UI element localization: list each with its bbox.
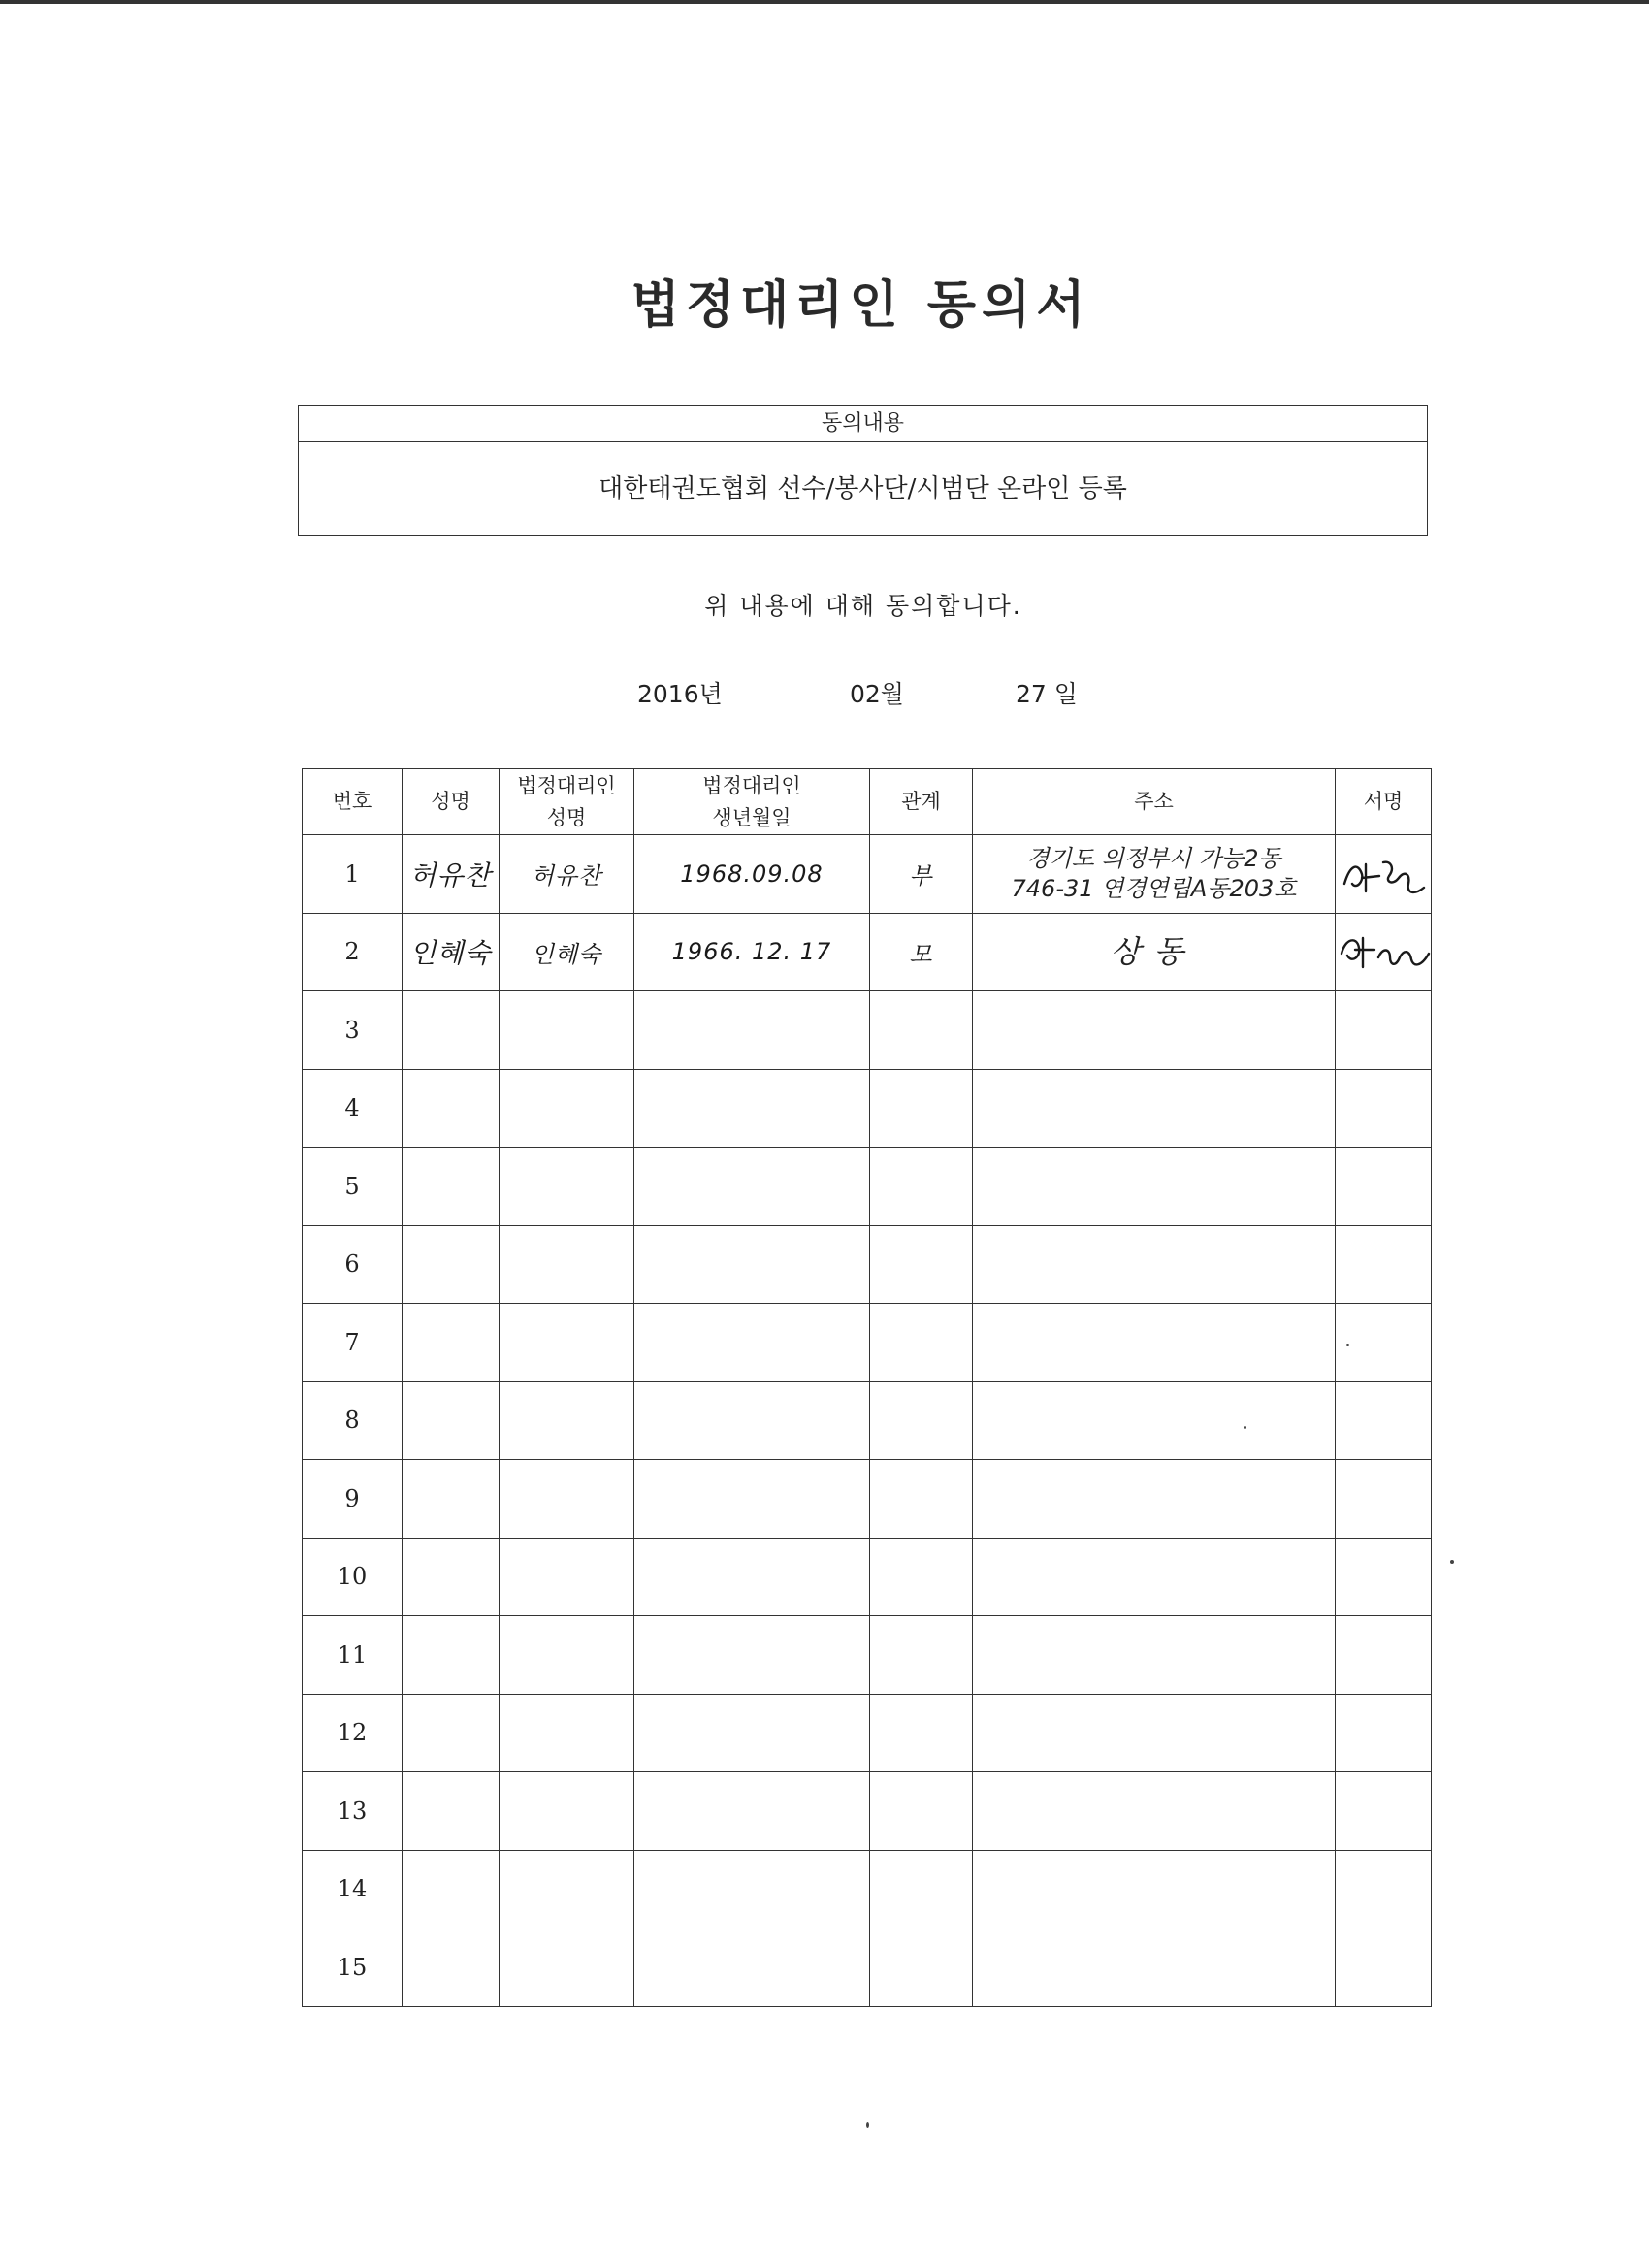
guardian-table xyxy=(302,768,1432,2007)
table-row xyxy=(303,913,1432,991)
header-guardian-birth xyxy=(634,769,870,835)
address-line2: 746-31 연경연립A동203호 xyxy=(1011,874,1297,902)
relation: 모 xyxy=(870,913,973,991)
header-guardian-name-line1: 법정대리인 xyxy=(517,773,616,797)
student-name: 인혜숙 xyxy=(403,913,500,991)
table-row xyxy=(303,1850,1432,1928)
header-guardian-birth-line1: 법정대리인 xyxy=(702,773,801,797)
table-row xyxy=(303,1381,1432,1460)
address xyxy=(973,913,1336,991)
row-number: 1 xyxy=(303,835,403,914)
row-number: 9 xyxy=(303,1460,403,1539)
signature-cell xyxy=(1336,913,1432,991)
row-number: 3 xyxy=(303,991,403,1070)
header-name: 성명 xyxy=(403,769,500,835)
table-row xyxy=(303,991,1432,1070)
row-number: 15 xyxy=(303,1928,403,2007)
row-number: 4 xyxy=(303,1069,403,1148)
agreement-statement: 위 내용에 대해 동의합니다. xyxy=(704,592,1022,620)
table-row xyxy=(303,1460,1432,1539)
row-number: 7 xyxy=(303,1304,403,1382)
scan-speck xyxy=(866,2122,869,2128)
guardian-name: 허유찬 xyxy=(500,835,634,914)
address-line1: 경기도 의정부시 가능2동 xyxy=(1026,844,1281,872)
header-signature: 서명 xyxy=(1336,769,1432,835)
guardian-birthdate: 1968.09.08 xyxy=(634,835,870,914)
header-relation: 관계 xyxy=(870,769,973,835)
header-address: 주소 xyxy=(973,769,1336,835)
table-row xyxy=(303,1694,1432,1772)
row-number: 12 xyxy=(303,1694,403,1772)
guardian-name: 인혜숙 xyxy=(500,913,634,991)
address xyxy=(973,835,1336,914)
row-number: 10 xyxy=(303,1538,403,1616)
signature-cell xyxy=(1336,835,1432,914)
date-year: 2016년 xyxy=(637,680,723,708)
date-month: 02월 xyxy=(850,680,904,708)
table-header-row xyxy=(303,769,1432,835)
scan-speck xyxy=(1450,1560,1454,1564)
consent-content-box xyxy=(298,405,1428,536)
table-row xyxy=(303,1304,1432,1382)
handwritten-signature-1 xyxy=(1337,845,1430,903)
table-row xyxy=(303,1148,1432,1226)
consent-header: 동의내용 xyxy=(299,406,1427,442)
row-number: 13 xyxy=(303,1772,403,1851)
row-number: 5 xyxy=(303,1148,403,1226)
handwritten-signature-2 xyxy=(1336,924,1432,979)
header-guardian-name-line2: 성명 xyxy=(546,805,587,829)
table-row xyxy=(303,1225,1432,1304)
table-row xyxy=(303,1538,1432,1616)
row-number: 6 xyxy=(303,1225,403,1304)
table-row xyxy=(303,1772,1432,1851)
header-guardian-name xyxy=(500,769,634,835)
student-name: 허유찬 xyxy=(403,835,500,914)
address-line1: 상동 xyxy=(1110,932,1198,970)
date-day: 27 일 xyxy=(1016,680,1078,708)
table-row xyxy=(303,1616,1432,1695)
scan-edge xyxy=(0,0,1649,4)
header-no: 번호 xyxy=(303,769,403,835)
scan-speck xyxy=(1244,1426,1246,1429)
document-title: 법정대리인 동의서 xyxy=(630,276,1091,335)
guardian-birthdate: 1966. 12. 17 xyxy=(634,913,870,991)
header-guardian-birth-line2: 생년월일 xyxy=(712,805,792,829)
row-number: 8 xyxy=(303,1381,403,1460)
table-row xyxy=(303,1928,1432,2007)
table-row xyxy=(303,1069,1432,1148)
consent-body: 대한태권도협회 선수/봉사단/시범단 온라인 등록 xyxy=(598,474,1127,503)
table-row xyxy=(303,835,1432,914)
row-number: 11 xyxy=(303,1616,403,1695)
scan-speck xyxy=(1346,1344,1349,1346)
relation: 부 xyxy=(870,835,973,914)
row-number: 2 xyxy=(303,913,403,991)
row-number: 14 xyxy=(303,1850,403,1928)
